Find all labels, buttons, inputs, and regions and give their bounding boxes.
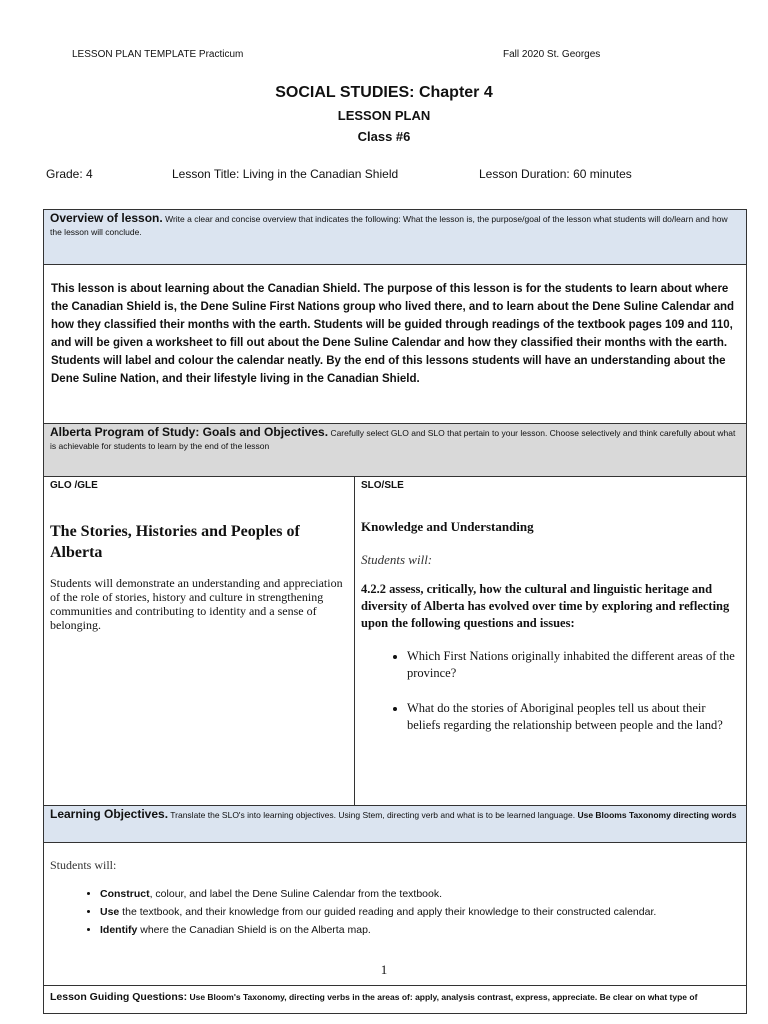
learning-objective [100,921,740,939]
overview-instructions: Write a clear and concise overview that indicates the following: What the lesson is, the purpose/goal of the lesson what students will do/learn and how the lesson will conclude. [50,214,728,237]
overview-header [50,212,740,239]
guiding-instructions: Use Bloom's Taxonomy, directing verbs in the areas of: apply, analysis contrast, express, appreciate. Be clear on what type of [189,992,698,1002]
overview-body: This lesson is about learning about the Canadian Shield. The purpose of this lesson is for the students to learn about where the Canadian Shield is, the Dene Suline First Nations group who lived there, and to learn about the Dene Suline Calendar and how they classified their months with the earth. Students will be guided through readings of the textbook pages 109 and 110, and will be given a worksheet to fill out about the Dene Suline Calendar and how they classified their months with the earth. Students will label and colour the calendar neatly. By the end of this lessons students will have an understanding about the Dene Suline Nation, and their lifestyle living in the Canadian Shield. [51,283,735,385]
objective-verb: Use [100,906,120,918]
objective-text: where the Canadian Shield is on the Alberta map. [137,924,371,936]
guiding-heading: Lesson Guiding Questions: [50,991,188,1003]
glo-label: GLO /GLE [50,480,98,491]
grade-value: 4 [86,167,93,181]
overview-heading: Overview of lesson. [50,211,163,225]
slo-question: • What do the stories of Aboriginal peoples tell us about their beliefs regarding the relationship between people and the land? [407,700,740,734]
learning-header [50,808,740,822]
objective-text: , colour, and label the Dene Suline Calendar from the textbook. [149,888,443,900]
learning-objective-list [50,885,740,939]
slo-heading: Knowledge and Understanding [361,519,534,534]
learning-instructions-bold: Use Blooms Taxonomy directing words [577,810,737,820]
objective-verb: Identify [100,924,138,936]
lesson-title-info [172,167,398,181]
lesson-duration-info [479,167,632,181]
lesson-plan-table [43,209,747,1014]
learning-header-row [44,806,747,843]
header-left: LESSON PLAN TEMPLATE Practicum [72,49,244,60]
page-number: 1 [380,962,388,977]
slo-students-will: Students will: [361,552,433,567]
slo-question: • Which First Nations originally inhabited the different areas of the province? [407,648,740,682]
objective-text: the textbook, and their knowledge from our guided reading and apply their knowledge to their constructed calendar. [119,906,657,918]
page-title: SOCIAL STUDIES: Chapter 4 [275,84,493,101]
slo-label: SLO/SLE [361,480,404,491]
slo-question-list [361,648,740,734]
glo-body: Students will demonstrate an understanding and appreciation of the role of stories, history and culture in strengthening communities and contributing to identity and a sense of belonging. [50,576,343,632]
page-subtitle-lesson-plan: LESSON PLAN [337,108,431,123]
slo-outcome: 4.2.2 assess, critically, how the cultural and linguistic heritage and diversity of Alberta has evolved over time by exploring and reflecting upon the following questions and issues: [361,582,730,630]
grade-info [46,167,93,181]
duration-value: 60 minutes [573,167,632,181]
grade-label: Grade: [46,167,83,181]
lesson-title-value: Living in the Canadian Shield [242,167,399,181]
objective-verb: Construct [100,888,150,900]
program-header [50,426,740,453]
header-right: Fall 2020 St. Georges [503,49,601,60]
program-heading: Alberta Program of Study: Goals and Objectives. [50,425,329,439]
learning-heading: Learning Objectives. [50,807,169,821]
overview-body-row [44,265,747,424]
learning-objective [100,885,740,903]
learning-objective [100,903,740,921]
glo-slo-row [44,477,747,806]
glo-cell [44,477,355,806]
program-instructions: Carefully select GLO and SLO that pertain to your lesson. Choose selectively and think carefully about what is achievable for students to learn by the end of the lesson [50,428,736,451]
program-header-row [44,424,747,477]
guiding-header [50,991,740,1003]
guiding-header-row [44,986,747,1014]
learning-instructions: Translate the SLO's into learning objectives. Using Stem, directing verb and what is to be learned language. [170,810,576,820]
slo-cell [355,477,747,806]
learning-students-will: Students will: [50,858,117,872]
page-subtitle-class: Class #6 [357,129,411,144]
lesson-title-label: Lesson Title: [172,167,240,181]
glo-title: The Stories, Histories and Peoples of Alberta [50,523,300,561]
duration-label: Lesson Duration: [479,167,570,181]
overview-header-row [44,210,747,265]
